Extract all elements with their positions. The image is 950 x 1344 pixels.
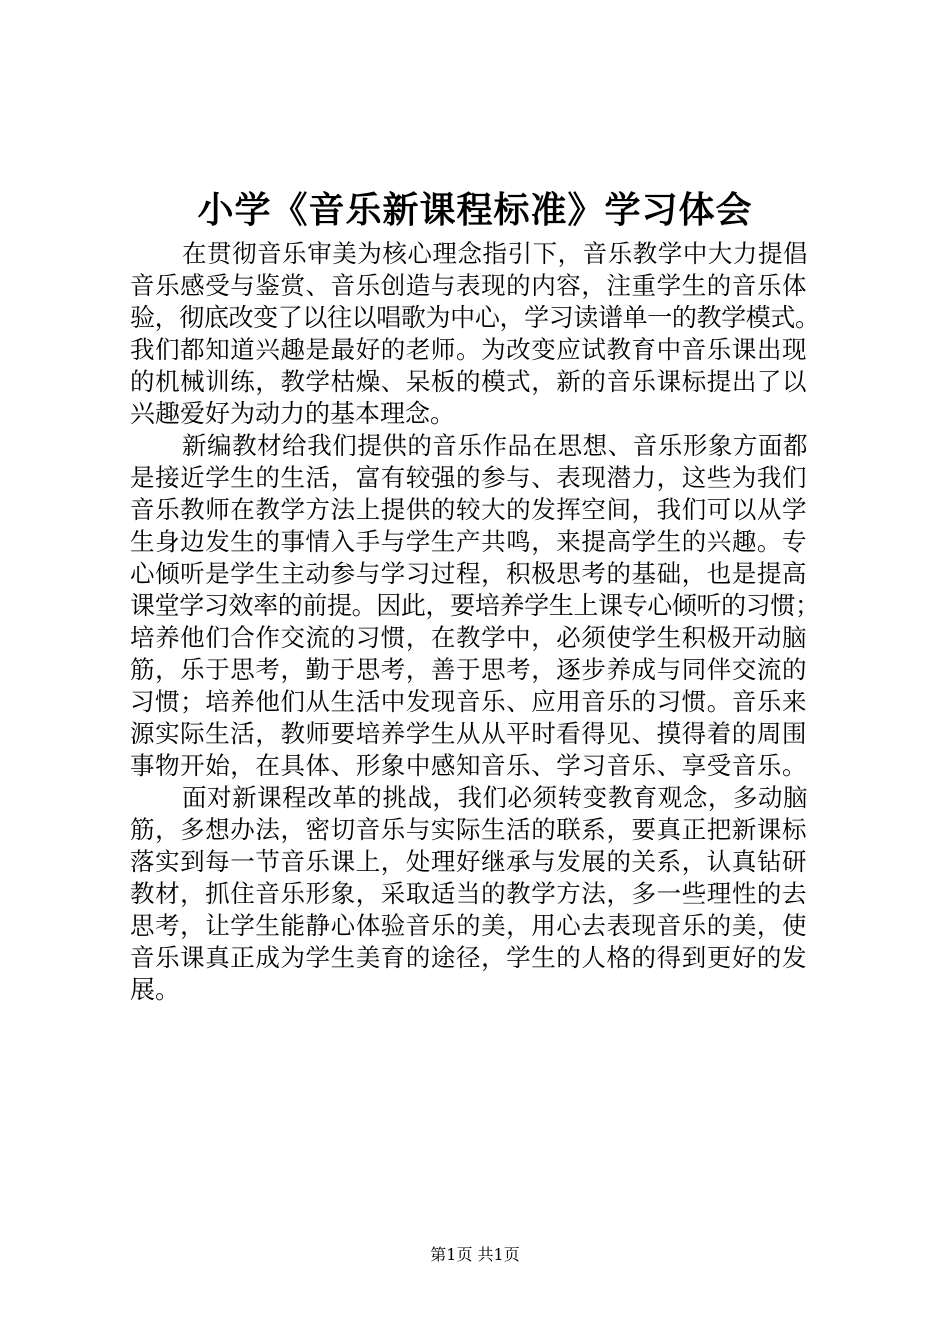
text-line: 源实际生活，教师要培养学生从从平时看得见、摸得着的周围 — [130, 719, 808, 748]
text-line: 生身边发生的事情入手与学生产共鸣，来提高学生的兴趣。专 — [130, 527, 808, 556]
text-line: 我们都知道兴趣是最好的老师。为改变应试教育中音乐课出现 — [130, 335, 808, 364]
text-line: 验，彻底改变了以往以唱歌为中心，学习读谱单一的教学模式。 — [130, 303, 820, 332]
text-line: 的机械训练，教学枯燥、呆板的模式，新的音乐课标提出了以 — [130, 367, 808, 396]
document-title: 小学《音乐新课程标准》学习体会 — [197, 189, 753, 231]
text-line: 在贯彻音乐审美为核心理念指引下，音乐教学中大力提倡 — [182, 239, 809, 268]
text-line: 事物开始，在具体、形象中感知音乐、学习音乐、享受音乐。 — [130, 751, 808, 780]
text-line: 思考，让学生能静心体验音乐的美，用心去表现音乐的美，使 — [130, 911, 808, 940]
text-line: 习惯；培养他们从生活中发现音乐、应用音乐的习惯。音乐来 — [130, 687, 808, 716]
text-line: 兴趣爱好为动力的基本理念。 — [130, 399, 456, 428]
text-line: 展。 — [130, 975, 181, 1004]
text-line: 培养他们合作交流的习惯，在教学中，必须使学生积极开动脑 — [130, 623, 808, 652]
text-line: 音乐课真正成为学生美育的途径，学生的人格的得到更好的发 — [130, 943, 808, 972]
text-line: 筋，乐于思考，勤于思考，善于思考，逐步养成与同伴交流的 — [130, 655, 808, 684]
text-line: 音乐感受与鉴赏、音乐创造与表现的内容，注重学生的音乐体 — [130, 271, 808, 300]
text-line: 心倾听是学生主动参与学习过程，积极思考的基础，也是提高 — [130, 559, 808, 588]
text-line: 音乐教师在教学方法上提供的较大的发挥空间，我们可以从学 — [130, 495, 808, 524]
text-line: 是接近学生的生活，富有较强的参与、表现潜力，这些为我们 — [130, 463, 808, 492]
text-line: 新编教材给我们提供的音乐作品在思想、音乐形象方面都 — [182, 431, 809, 460]
text-line: 落实到每一节音乐课上，处理好继承与发展的关系，认真钻研 — [130, 847, 808, 876]
page-footer: 第1页 共1页 — [430, 1245, 520, 1264]
text-line: 筋，多想办法，密切音乐与实际生活的联系，要真正把新课标 — [130, 815, 808, 844]
text-line: 教材，抓住音乐形象，采取适当的教学方法，多一些理性的去 — [130, 879, 808, 908]
text-line: 课堂学习效率的前提。因此，要培养学生上课专心倾听的习惯； — [130, 591, 820, 620]
text-line: 面对新课程改革的挑战，我们必须转变教育观念，多动脑 — [182, 783, 809, 812]
